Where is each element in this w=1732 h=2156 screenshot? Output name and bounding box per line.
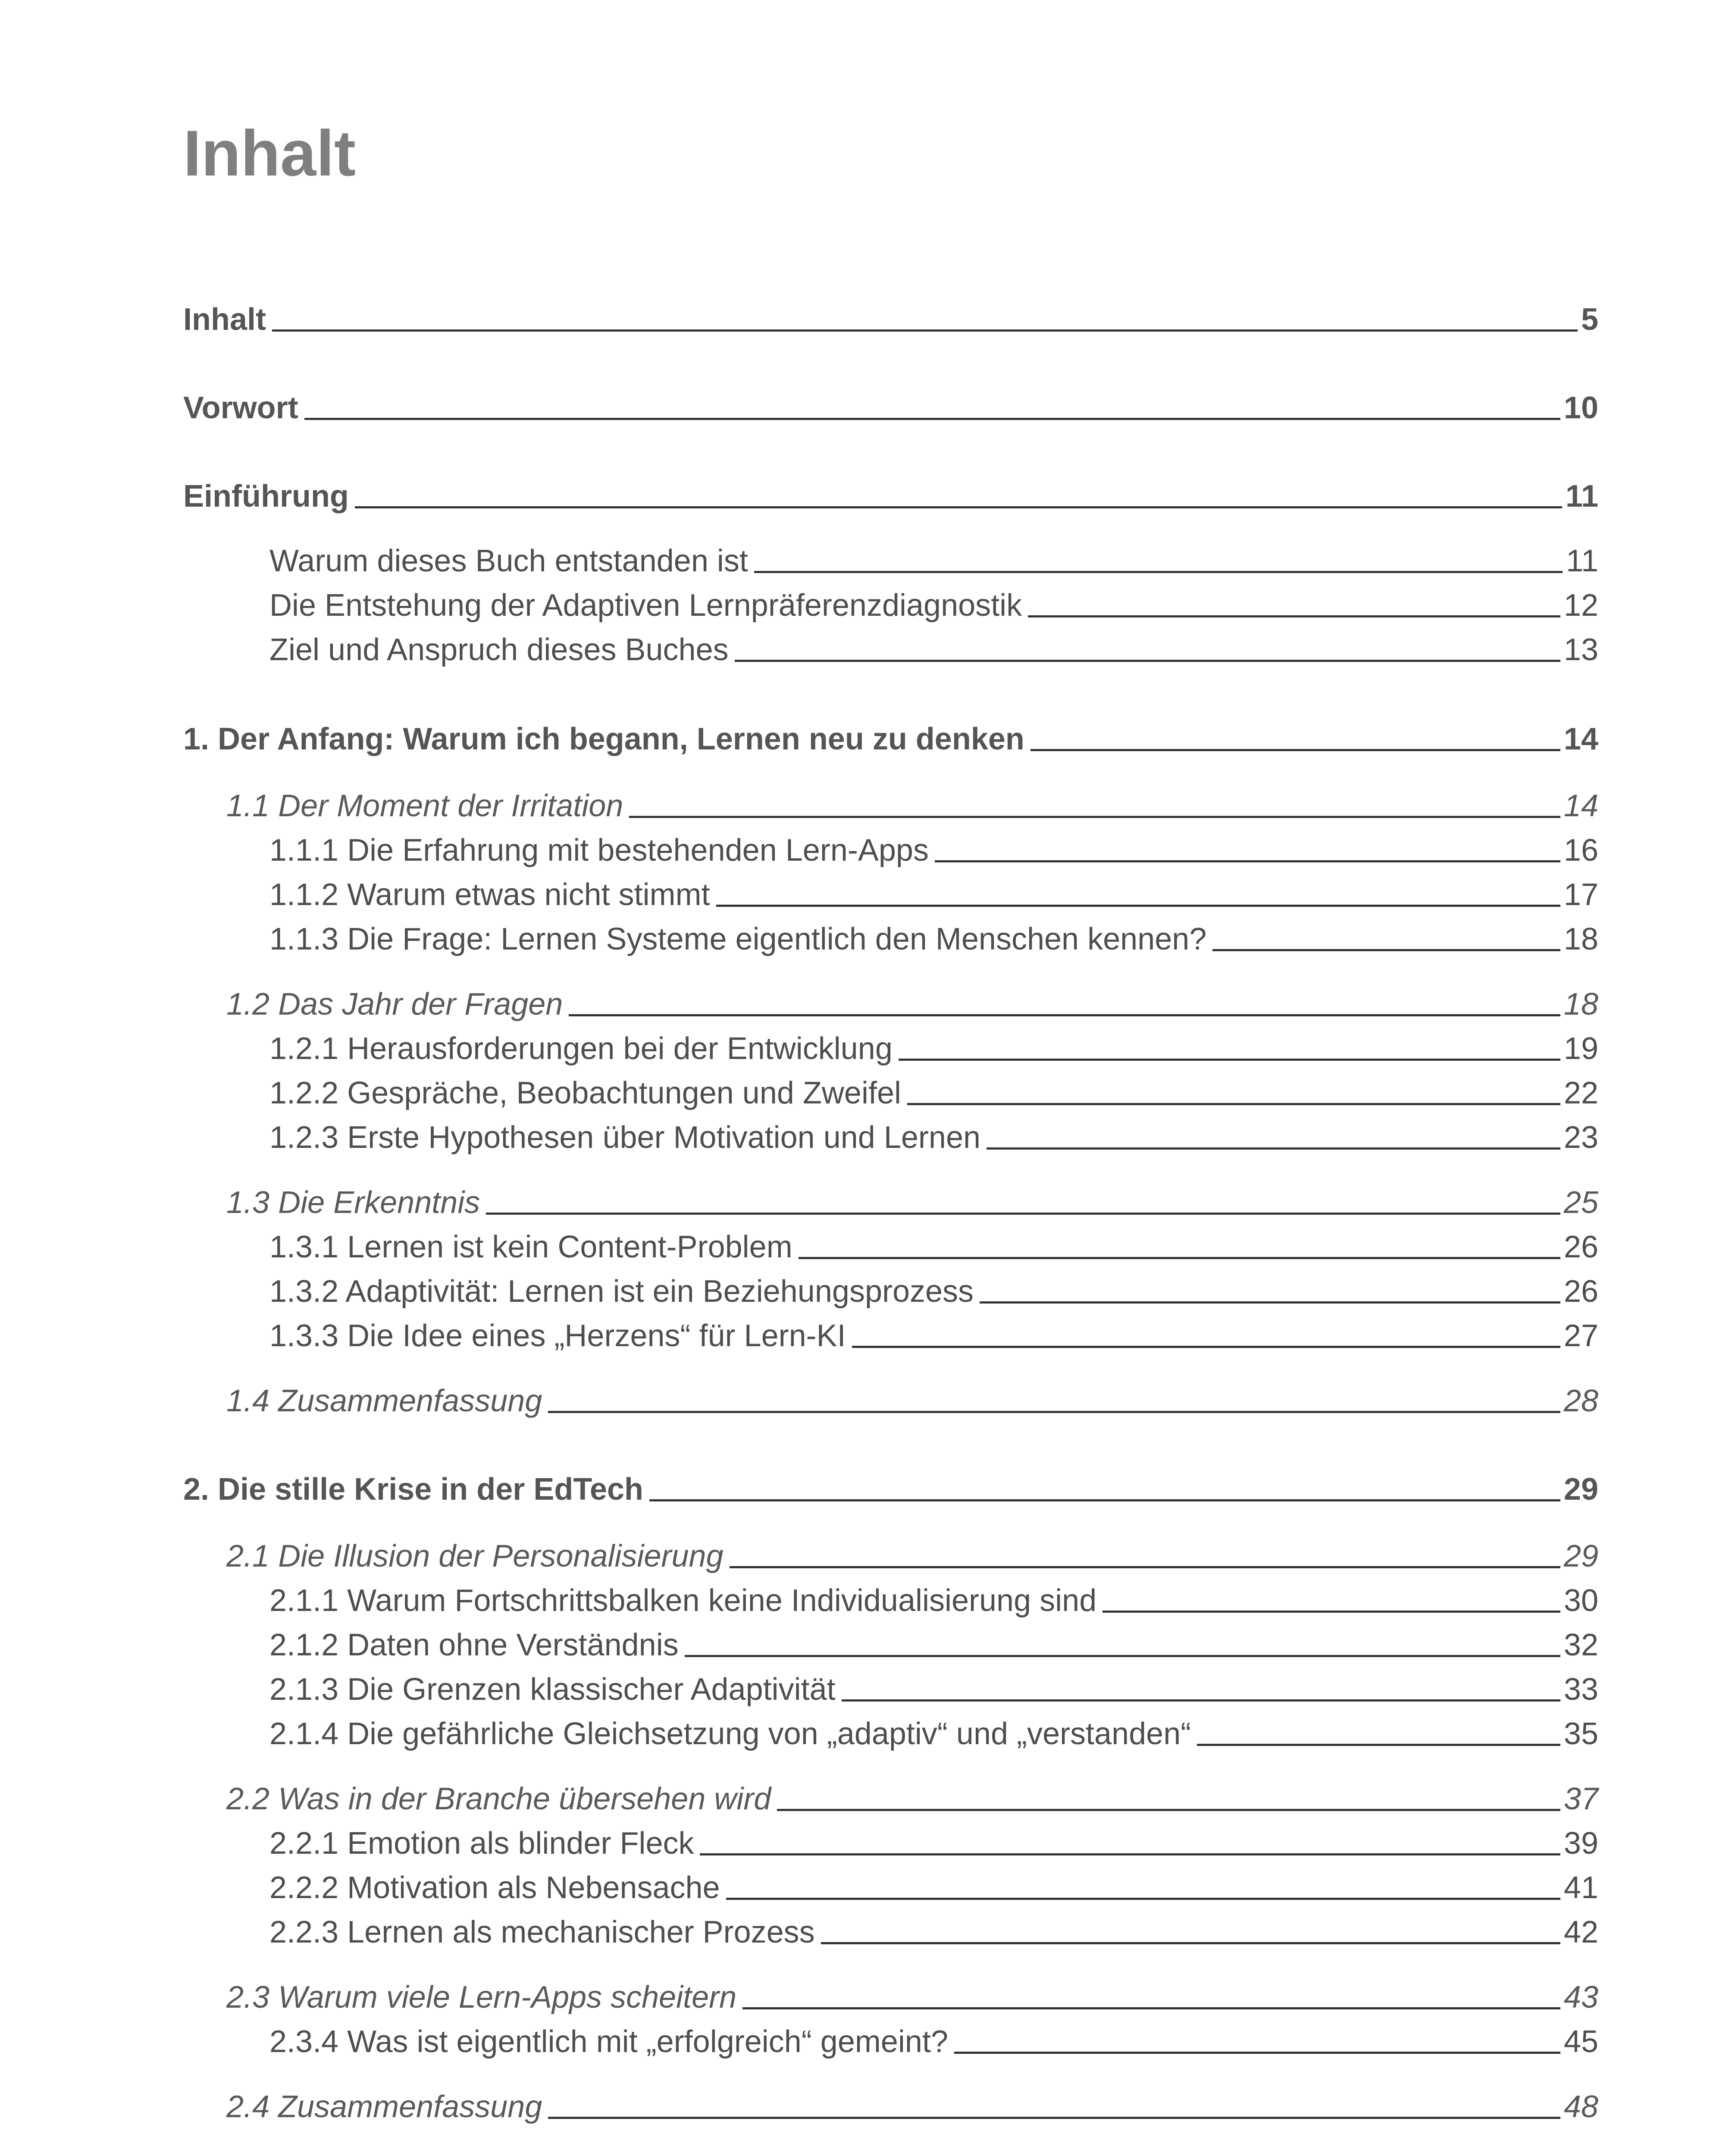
toc-leader-line: [304, 418, 1560, 420]
toc-entry-page: 17: [1563, 877, 1598, 912]
toc-entry: [269, 877, 1598, 912]
toc-entry-title: 1.1 Der Moment der Irritation: [226, 789, 623, 823]
toc-leader-line: [799, 1257, 1560, 1259]
toc-entry: [269, 1031, 1598, 1066]
toc-entry: [269, 2024, 1598, 2059]
toc-leader-line: [1028, 615, 1560, 617]
toc-entry: [269, 588, 1598, 623]
toc-entry-page: 18: [1563, 987, 1598, 1022]
toc-entry: [269, 1716, 1598, 1752]
toc-entry-page: 35: [1563, 1717, 1598, 1751]
toc-leader-line: [821, 1942, 1560, 1944]
toc-entry-title: 2. Die stille Krise in der EdTech: [183, 1472, 644, 1507]
toc-entry-page: 10: [1563, 391, 1598, 425]
toc-leader-line: [629, 816, 1560, 818]
toc-entry-page: 27: [1563, 1319, 1598, 1353]
toc-entry-page: 41: [1563, 1871, 1598, 1905]
toc-leader-line: [842, 1699, 1560, 1702]
toc-entry: [269, 1583, 1598, 1618]
toc-entry-page: 25: [1563, 1185, 1598, 1220]
toc-leader-line: [1030, 749, 1560, 751]
toc-entry-page: 5: [1581, 302, 1598, 337]
toc-entry-title: 2.2.2 Motivation als Nebensache: [269, 1871, 720, 1905]
toc-entry-page: 39: [1563, 1826, 1598, 1861]
toc-entry-title: Vorwort: [183, 391, 298, 425]
toc-leader-line: [777, 1809, 1560, 1811]
toc-leader-line: [548, 2117, 1560, 2119]
toc-entry-title: 2.1 Die Illusion der Personalisierung: [226, 1539, 723, 1573]
toc-entry: [269, 1120, 1598, 1155]
toc-entry: [269, 632, 1598, 667]
toc-leader-line: [735, 660, 1560, 662]
toc-entry: [226, 1185, 1598, 1220]
toc-entry-title: 1. Der Anfang: Warum ich begann, Lernen neu zu denken: [183, 722, 1024, 756]
toc-entry-title: Ziel und Anspruch dieses Buches: [269, 633, 729, 667]
toc-entry-title: Einführung: [183, 479, 349, 514]
toc-entry: [269, 1915, 1598, 1950]
toc-entry: [269, 1627, 1598, 1663]
toc-entry-title: 2.2 Was in der Branche übersehen wird: [226, 1782, 771, 1816]
toc-entry: [269, 1870, 1598, 1905]
toc-entry-page: 30: [1563, 1583, 1598, 1618]
toc-entry-title: 2.1.1 Warum Fortschrittsbalken keine Individualisierung sind: [269, 1583, 1097, 1618]
toc-entry-page: 22: [1563, 1076, 1598, 1110]
toc-leader-line: [907, 1103, 1560, 1105]
toc-leader-line: [486, 1213, 1560, 1215]
toc-entry-page: 29: [1563, 1472, 1598, 1507]
toc-entry: [183, 390, 1598, 426]
toc-entry-title: 1.3.3 Die Idee eines „Herzens“ für Lern-KI: [269, 1319, 846, 1353]
toc-entry-title: 1.2.1 Herausforderungen bei der Entwicklung: [269, 1031, 893, 1066]
toc-leader-line: [272, 329, 1578, 332]
toc-entry-title: Warum dieses Buch entstanden ist: [269, 544, 748, 578]
toc-entry: [226, 987, 1598, 1022]
toc-entry: [183, 721, 1598, 757]
toc-leader-line: [852, 1346, 1560, 1348]
toc-entry-page: 11: [1565, 479, 1598, 514]
toc-entry-page: 33: [1563, 1672, 1598, 1707]
toc-entry-page: 16: [1563, 833, 1598, 868]
toc-entry: [269, 1826, 1598, 1861]
toc-entry-page: 11: [1566, 544, 1598, 578]
toc-leader-line: [569, 1014, 1560, 1016]
toc-entry-title: 1.2.2 Gespräche, Beobachtungen und Zweifel: [269, 1076, 901, 1110]
toc-entry: [226, 1781, 1598, 1817]
toc-entry: [269, 1274, 1598, 1309]
toc-entry-title: 1.2.3 Erste Hypothesen über Motivation und Lernen: [269, 1120, 981, 1155]
toc-entry-title: 1.1.3 Die Frage: Lernen Systeme eigentlich den Menschen kennen?: [269, 922, 1207, 956]
toc-entry: [269, 1229, 1598, 1265]
toc-entry: [183, 302, 1598, 337]
toc-leader-line: [899, 1059, 1560, 1061]
toc-entry-title: 1.3.1 Lernen ist kein Content-Problem: [269, 1230, 792, 1264]
toc-leader-line: [726, 1898, 1560, 1900]
toc-entry: [226, 788, 1598, 824]
toc-entry-page: 28: [1563, 1384, 1598, 1418]
toc-leader-line: [649, 1499, 1560, 1501]
page-title: Inhalt: [183, 117, 356, 189]
toc-entry-title: 1.1.1 Die Erfahrung mit bestehenden Lern-Apps: [269, 833, 929, 868]
toc-entry-title: 2.3.4 Was ist eigentlich mit „erfolgreich“ gemeint?: [269, 2024, 948, 2059]
toc-entry: [226, 2089, 1598, 2125]
toc-entry-title: 2.1.4 Die gefährliche Gleichsetzung von „adaptiv“ und „verstanden“: [269, 1717, 1191, 1751]
toc-entry: [269, 543, 1598, 579]
toc-leader-line: [716, 905, 1560, 907]
toc-entry-title: 1.1.2 Warum etwas nicht stimmt: [269, 877, 710, 912]
toc-entry: [269, 1318, 1598, 1354]
toc-entry-page: 42: [1563, 1915, 1598, 1949]
toc-entry-page: 43: [1563, 1980, 1598, 2015]
toc-entry-title: 1.3.2 Adaptivität: Lernen ist ein Beziehungsprozess: [269, 1274, 974, 1309]
toc-entry-page: 45: [1563, 2024, 1598, 2059]
toc-entry: [269, 833, 1598, 868]
toc-entry: [269, 921, 1598, 957]
toc-entry-page: 14: [1563, 789, 1598, 823]
toc-leader-line: [754, 571, 1563, 573]
toc-entry-page: 26: [1563, 1230, 1598, 1264]
toc-entry-page: 18: [1563, 922, 1598, 956]
toc-entry-page: 12: [1563, 588, 1598, 623]
toc-entry: [226, 1383, 1598, 1419]
toc-leader-line: [742, 2007, 1560, 2009]
toc-entry-page: 32: [1563, 1628, 1598, 1662]
toc-entry-page: 23: [1563, 1120, 1598, 1155]
toc-entry-title: Die Entstehung der Adaptiven Lernpräferenzdiagnostik: [269, 588, 1022, 623]
toc-entry: [269, 1672, 1598, 1707]
toc-entry: [183, 1472, 1598, 1507]
toc-entry-title: 1.4 Zusammenfassung: [226, 1384, 542, 1418]
toc-entry-title: 2.3 Warum viele Lern-Apps scheitern: [226, 1980, 737, 2015]
toc-leader-line: [685, 1655, 1560, 1657]
toc-leader-line: [954, 2052, 1560, 2054]
toc-leader-line: [700, 1853, 1560, 1855]
toc-entry: [226, 1980, 1598, 2015]
toc-entry-page: 14: [1563, 722, 1598, 756]
toc-entry-title: 2.1.2 Daten ohne Verständnis: [269, 1628, 679, 1662]
toc-entry-page: 19: [1563, 1031, 1598, 1066]
toc-entry: [269, 1075, 1598, 1111]
toc-leader-line: [1102, 1611, 1560, 1613]
toc-entry-page: 37: [1563, 1782, 1598, 1816]
toc-entry-title: 1.2 Das Jahr der Fragen: [226, 987, 563, 1022]
toc-leader-line: [1197, 1744, 1560, 1746]
toc-leader-line: [987, 1147, 1560, 1150]
toc-entry-title: 2.2.3 Lernen als mechanischer Prozess: [269, 1915, 815, 1949]
toc-leader-line: [935, 860, 1560, 862]
toc-entry: [226, 1539, 1598, 1574]
toc-entry-title: 1.3 Die Erkenntnis: [226, 1185, 480, 1220]
toc-entry-page: 13: [1563, 633, 1598, 667]
toc-entry-title: Inhalt: [183, 302, 266, 337]
toc-leader-line: [730, 1566, 1560, 1568]
toc-entry-page: 48: [1563, 2090, 1598, 2124]
toc-leader-line: [1212, 949, 1560, 951]
toc-entry-title: 2.2.1 Emotion als blinder Fleck: [269, 1826, 694, 1861]
toc-entry-title: 2.1.3 Die Grenzen klassischer Adaptivität: [269, 1672, 836, 1707]
toc-leader-line: [980, 1301, 1560, 1304]
toc-leader-line: [548, 1411, 1560, 1413]
toc-entry-page: 26: [1563, 1274, 1598, 1309]
toc-leader-line: [355, 506, 1562, 508]
toc-entry-title: 2.4 Zusammenfassung: [226, 2090, 542, 2124]
toc-entry-page: 29: [1563, 1539, 1598, 1573]
toc-entry: [183, 479, 1598, 514]
